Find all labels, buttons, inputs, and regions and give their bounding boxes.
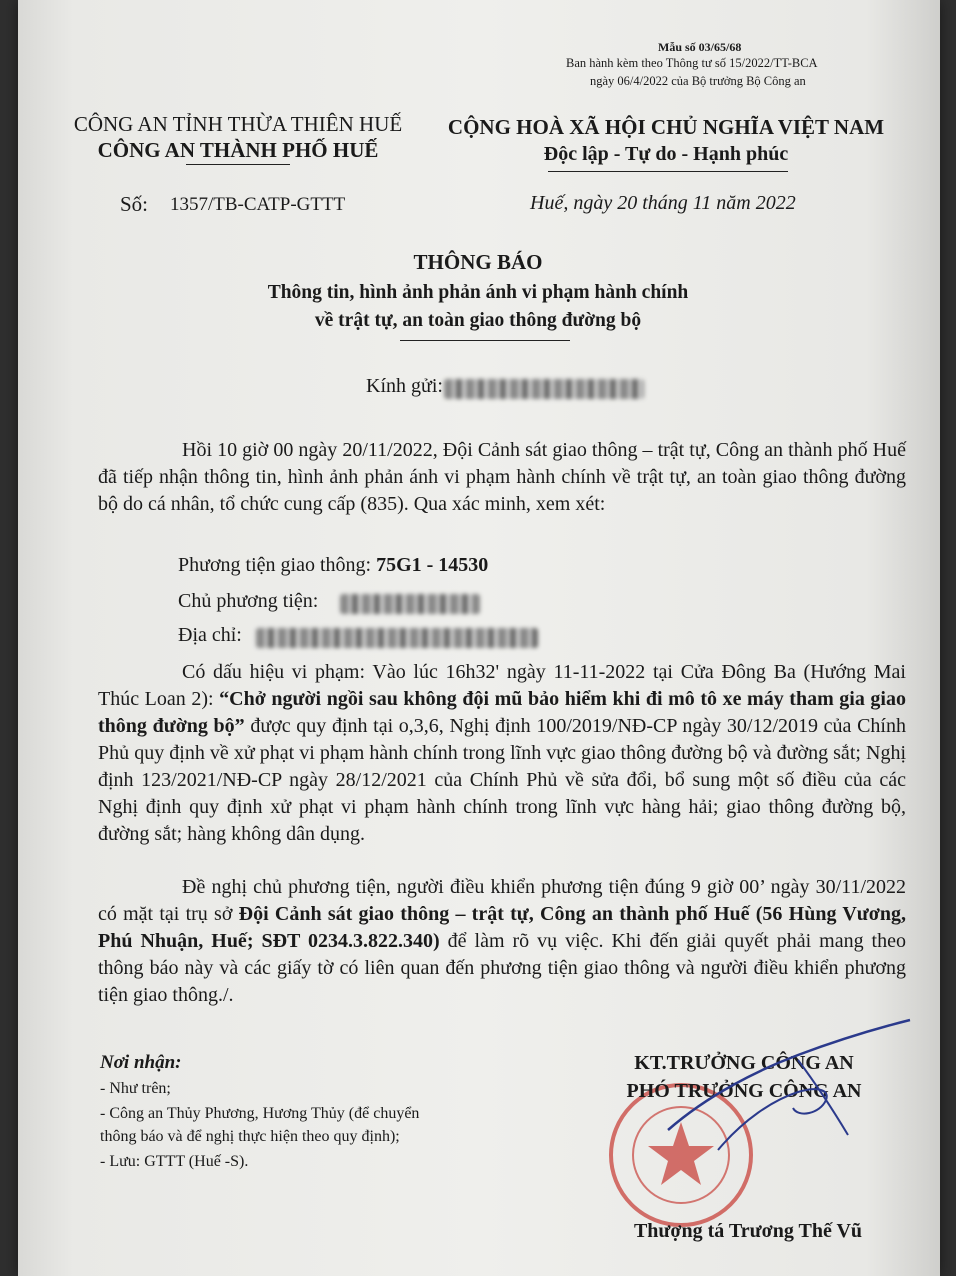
signer-name: Thượng tá Trương Thế Vũ <box>633 1220 863 1242</box>
recipient-line-1: - Như trên; <box>100 1080 171 1097</box>
signature-title: PHÓ TRƯỞNG CÔNG AN <box>626 1080 862 1102</box>
recipient-line-4: - Lưu: GTTT (Huế -S). <box>100 1153 249 1170</box>
doc-number: 1357/TB-CATP-GTTT <box>170 194 346 215</box>
recipients-heading: Nơi nhận: <box>100 1052 182 1073</box>
handwritten-signature <box>648 1000 918 1160</box>
document-page <box>18 0 940 1276</box>
redacted-address <box>256 628 538 648</box>
address-row <box>178 624 242 647</box>
request-text-2: để làm rõ vụ việc. Khi đến giải quyết phải mang theo thông báo này và các giấy tờ có liên quan đến phương tiện giao thông và người điều khiển phương tiện giao thông./. <box>98 930 906 1006</box>
recipient-line-3: thông báo và để nghị thực hiện theo quy định); <box>100 1128 400 1145</box>
redacted-owner <box>340 594 480 614</box>
doc-subtitle-1: Thông tin, hình ảnh phản ánh vi phạm hành chính <box>267 282 689 303</box>
request-text-1: Đề nghị chủ phương tiện, người điều khiển phương tiện đúng 9 giờ 00’ ngày 30/11/2022 có mặt tại trụ sở <box>98 876 906 925</box>
form-issuance-line: Ban hành kèm theo Thông tư số 15/2022/TT-BCA <box>566 56 818 70</box>
vehicle-label: Phương tiện giao thông: <box>178 554 372 576</box>
subtitle-underline <box>400 340 570 341</box>
form-issuance-date: ngày 06/4/2022 của Bộ trưởng Bộ Công an <box>590 74 806 88</box>
form-number: Mẫu số 03/65/68 <box>658 40 742 54</box>
org-unit: CÔNG AN THÀNH PHỐ HUẾ <box>97 138 379 162</box>
addressee-label: Kính gửi: <box>366 375 443 397</box>
address-label: Địa chỉ: <box>178 624 242 646</box>
vehicle-plate: 75G1 - 14530 <box>376 554 489 576</box>
violation-paragraph <box>98 659 906 848</box>
recipient-line-2: - Công an Thủy Phương, Hương Thủy (để chuyển <box>100 1105 420 1122</box>
org-parent: CÔNG AN TỈNH THỪA THIÊN HUẾ <box>73 112 403 136</box>
motto-underline <box>548 171 788 172</box>
doc-number-label: Số: <box>120 192 149 216</box>
doc-title: THÔNG BÁO <box>413 250 543 274</box>
owner-row <box>178 590 318 613</box>
violation-text-2: được quy định tại o,3,6, Nghị định 100/2019/NĐ-CP ngày 30/12/2019 của Chính Phủ quy định về xử phạt vi phạm hành chính trong lĩnh vực giao thông đường bộ và đường sắt; Nghị định 123/2021/NĐ-CP ngày 28/12/2021 của Chính Phủ về sửa đổi, bổ sung một số điều của các Nghị định quy định xử phạt vi phạm hành chính trong lĩnh vực hàng hải; giao thông đường bộ, đường sắt; hàng không dân dụng. <box>98 715 906 845</box>
national-motto: Độc lập - Tự do - Hạnh phúc <box>543 143 789 165</box>
request-paragraph <box>98 874 906 1009</box>
nation-title: CỘNG HOÀ XÃ HỘI CHỦ NGHĨA VIỆT NAM <box>447 115 885 139</box>
org-underline <box>186 164 290 165</box>
violation-offense: “Chở người ngồi sau không đội mũ bảo hiểm khi đi mô tô xe máy tham gia giao thông đường bộ” <box>98 688 906 737</box>
doc-subtitle-2: về trật tự, an toàn giao thông đường bộ <box>314 310 642 331</box>
violation-text-1: Có dấu hiệu vi phạm: Vào lúc 16h32' ngày 11-11-2022 tại Cửa Đông Ba (Hướng Mai Thúc Loan 2): <box>98 661 906 710</box>
redacted-addressee <box>444 379 644 399</box>
signature-authority: KT.TRƯỞNG CÔNG AN <box>634 1052 854 1074</box>
request-location: Đội Cảnh sát giao thông – trật tự, Công an thành phố Huế (56 Hùng Vương, Phú Nhuận, Huế; SĐT 0234.3.822.340) <box>98 903 906 952</box>
owner-label: Chủ phương tiện: <box>178 590 319 612</box>
place-date: Huế, ngày 20 tháng 11 năm 2022 <box>530 192 796 214</box>
vehicle-row <box>178 554 488 577</box>
intro-paragraph: Hồi 10 giờ 00 ngày 20/11/2022, Đội Cảnh sát giao thông – trật tự, Công an thành phố Huế đã tiếp nhận thông tin, hình ảnh phản ánh vi phạm hành chính về trật tự, an toàn giao thông đường bộ do cá nhân, tổ chức cung cấp (835). Qua xác minh, xem xét: <box>98 439 906 515</box>
